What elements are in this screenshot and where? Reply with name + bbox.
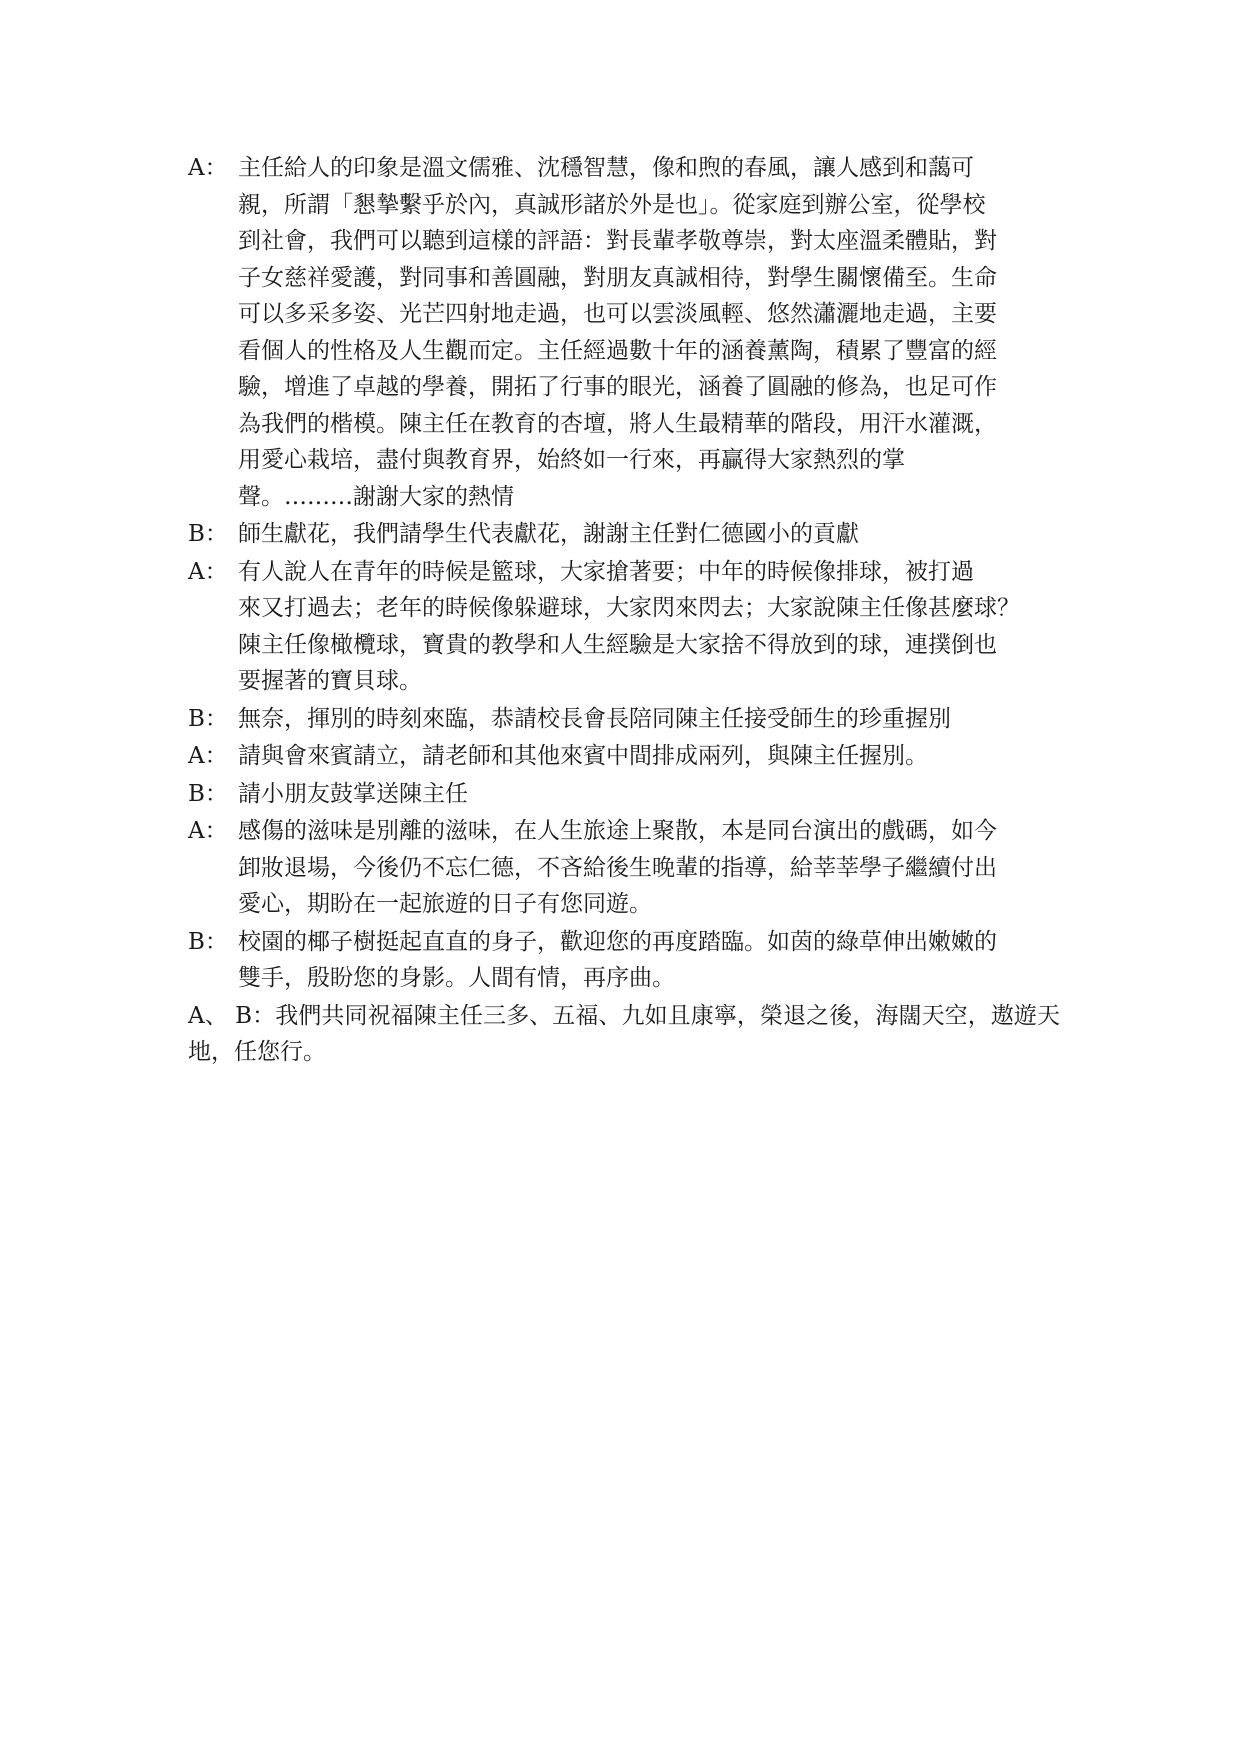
- dialogue-entry: [188, 516, 1060, 553]
- dialogue-line: 遨遊天地，任您行。: [188, 1002, 1061, 1065]
- dialogue-line: 驗，增進了卓越的學養，開拓了行事的眼光，涵養了圓融的修為，也足可作: [238, 374, 997, 400]
- dialogue-line: 到社會，我們可以聽到這樣的評語：對長輩孝敬尊崇，對太座溫柔體貼，對: [238, 228, 997, 254]
- speaker-label: B：: [188, 705, 228, 732]
- speaker-label: A：: [188, 818, 228, 844]
- dialogue-line: 愛心，期盼在一起旅遊的日子有您同遊。: [238, 891, 652, 917]
- dialogue-entry: [188, 150, 1060, 515]
- speaker-label: B：: [188, 521, 228, 547]
- dialogue-line: 陳主任像橄欖球，寶貴的教學和人生經驗是大家捨不得放到的球，連撲倒也: [238, 631, 997, 658]
- dialogue-line: 可以多采多姿、光芒四射地走過，也可以雲淡風輕、悠然瀟灑地走過，主要: [238, 301, 997, 327]
- dialogue-entry: [188, 813, 1060, 923]
- dialogue-line: 為我們的楷模。陳主任在教育的杏壇，將人生最精華的階段，用汗水灌溉，: [238, 410, 997, 437]
- dialogue-line: 要握著的寶貝球。: [238, 668, 422, 694]
- dialogue-entry: [188, 738, 1060, 775]
- dialogue-line: 校園的椰子樹挺起直直的身子，歡迎您的再度踏臨。如茵的綠草伸出嫩嫩的: [238, 928, 997, 955]
- dialogue-line: 我們共同祝福陳主任三多、五福、九如且康寧，榮退之後，海闊天空，: [275, 1002, 991, 1029]
- dialogue-entry: [188, 554, 1060, 700]
- dialogue-line: 來又打過去；老年的時候像躲避球，大家閃來閃去；大家說陳主任像甚麼球？: [238, 595, 1020, 621]
- speaker-label: B：: [188, 780, 228, 807]
- dialogue-line: 請小朋友鼓掌送陳主任: [238, 780, 468, 807]
- dialogue-line: 有人說人在青年的時候是籃球，大家搶著要；中年的時候像排球，被打過: [238, 558, 974, 585]
- dialogue-line: 親，所謂「懇摯繫乎於內，真誠形諸於外是也」。從家庭到辦公室，從學校: [238, 191, 986, 218]
- dialogue-line: 請與會來賓請立，請老師和其他來賓中間排成兩列，與陳主任握別。: [238, 743, 928, 769]
- dialogue-line: 感傷的滋味是別離的滋味，在人生旅途上聚散，本是同台演出的戲碼，如今: [238, 818, 997, 844]
- speaker-label: A：: [188, 743, 228, 769]
- dialogue-entry: [188, 924, 1060, 997]
- dialogue-line: 子女慈祥愛護，對同事和善圓融，對朋友真誠相待，對學生關懷備至。生命: [238, 264, 997, 291]
- dialogue-line: 看個人的性格及人生觀而定。主任經過數十年的涵養薰陶，積累了豐富的經: [238, 337, 997, 364]
- speaker-label: A：: [188, 155, 228, 181]
- dialogue-entry: [188, 776, 1060, 813]
- dialogue-line: 雙手，殷盼您的身影。人間有情，再序曲。: [238, 965, 675, 991]
- dialogue-line: 用愛心栽培，盡付與教育界，始終如一行來，再贏得大家熱烈的掌: [238, 447, 905, 473]
- speaker-label: A：: [188, 558, 228, 585]
- dialogue-entry: [188, 701, 1060, 738]
- dialogue-line: 聲。………謝謝大家的熱情: [238, 483, 514, 510]
- dialogue-entry: [188, 998, 1060, 1071]
- speaker-label: A、 B：: [188, 1002, 276, 1029]
- speaker-label: B：: [188, 928, 228, 955]
- dialogue-line: 主任給人的印象是溫文儒雅、沈穩智慧，像和煦的春風，讓人感到和藹可: [238, 155, 974, 181]
- dialogue-line: 師生獻花，我們請學生代表獻花，謝謝主任對仁德國小的貢獻: [238, 521, 859, 547]
- dialogue-line: 無奈，揮別的時刻來臨，恭請校長會長陪同陳主任接受師生的珍重握別: [238, 705, 951, 732]
- dialogue-line: 卸妝退場，今後仍不忘仁德，不吝給後生晚輩的指導，給莘莘學子繼續付出: [238, 854, 997, 881]
- ceremony-script: [188, 150, 1060, 1072]
